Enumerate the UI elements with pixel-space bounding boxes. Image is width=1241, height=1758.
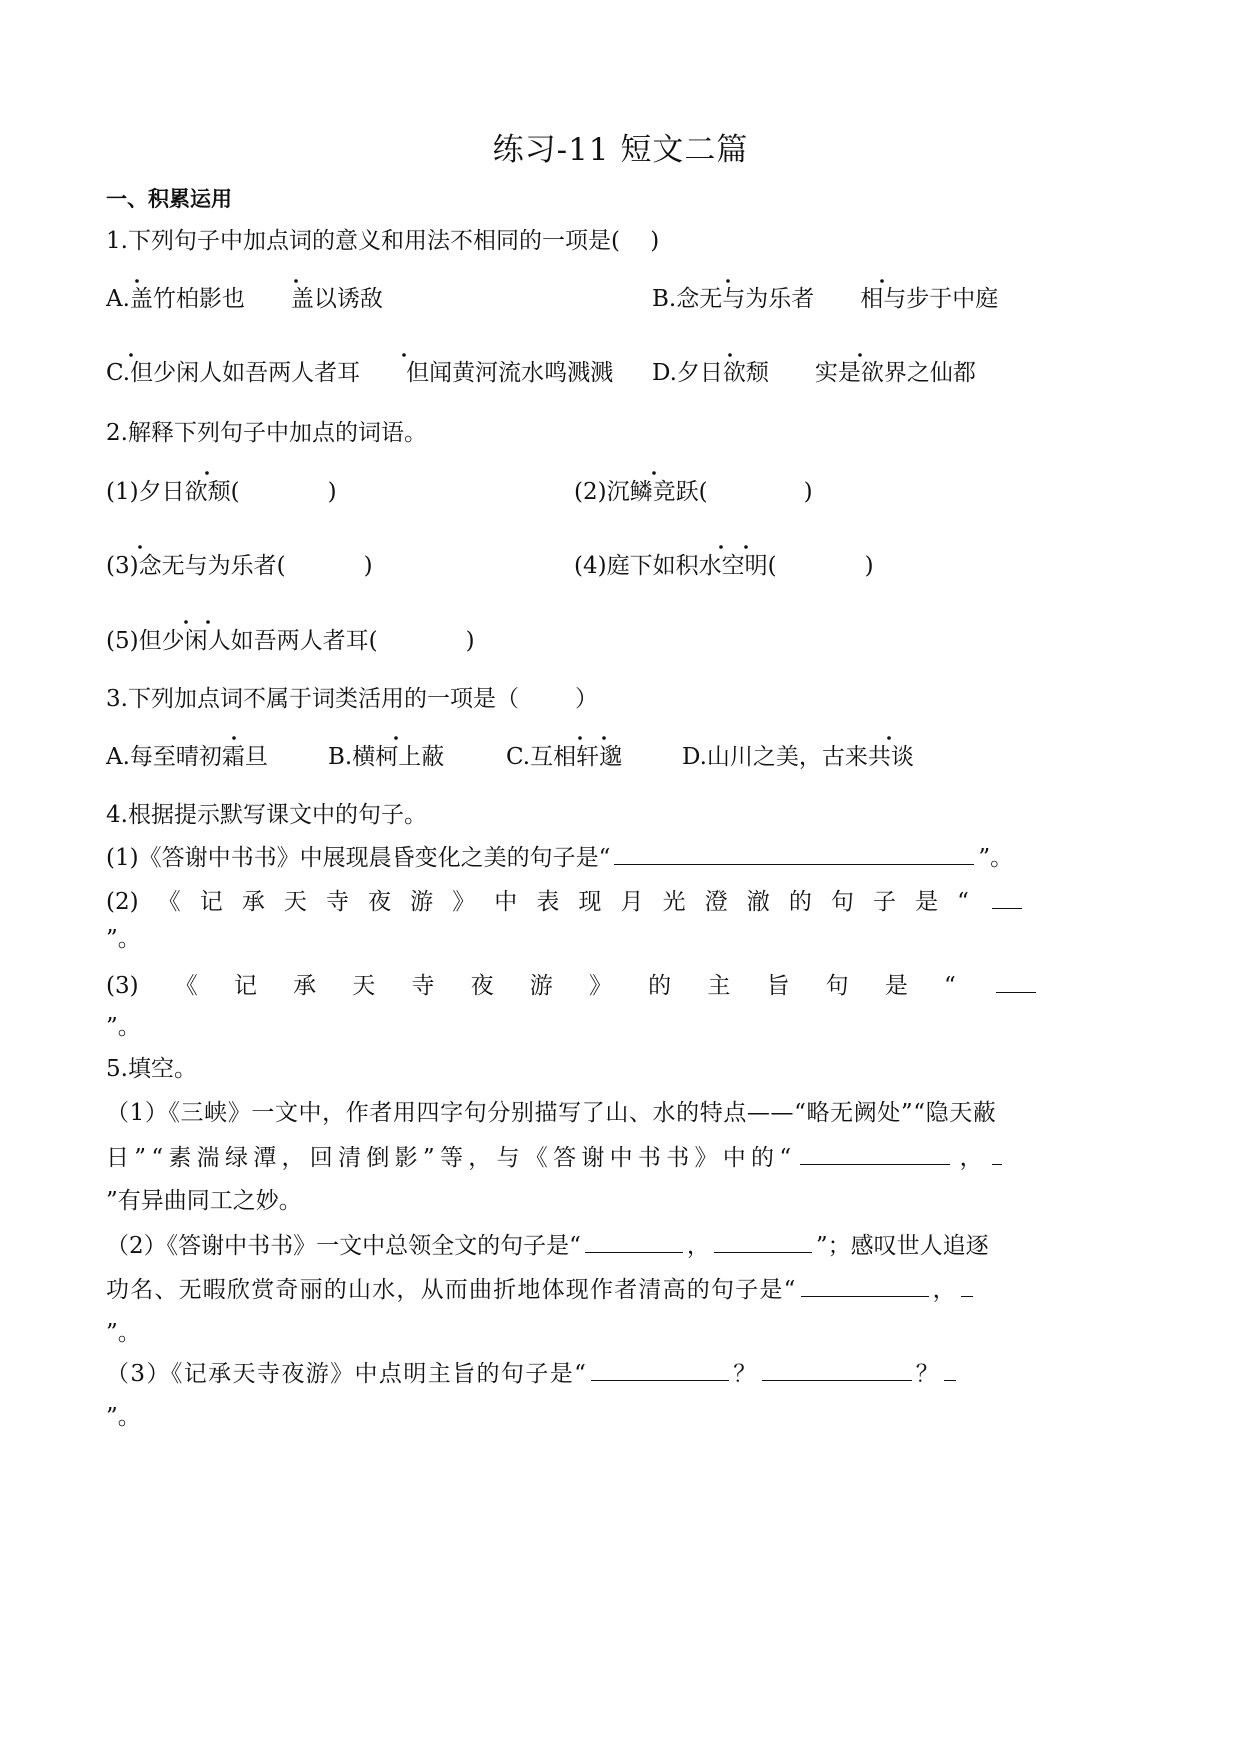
q3-option-b: B.横柯上蔽	[328, 744, 445, 770]
q5-p3-blank-2[interactable]	[762, 1358, 912, 1381]
q5-p1-char: 湍	[196, 1145, 220, 1171]
q5-p3-q2: ？	[915, 1361, 941, 1387]
q5-p1-char: 的	[751, 1145, 775, 1171]
q4-s2-char: 子	[873, 889, 896, 915]
q4-s1-blank[interactable]	[614, 842, 974, 865]
q4-s2-blank[interactable]	[992, 886, 1022, 909]
q4-s3-char: 夜	[470, 973, 494, 999]
q4-s3-char: 记	[233, 973, 257, 999]
q4-s3-end: ”。	[106, 1014, 141, 1040]
q5-p1-char: 绿	[224, 1145, 248, 1171]
q5-p2-suffix: ”；感叹世人追逐	[815, 1233, 989, 1259]
q1-option-a	[106, 284, 383, 314]
q4-s3-char: 的	[648, 973, 672, 999]
q5-p2-line1	[106, 1230, 989, 1261]
q5-p1-char: ”	[134, 1145, 147, 1171]
q4-s2-char: 澈	[746, 889, 770, 915]
q4-s3-char: 《	[174, 973, 198, 999]
q1-option-d	[652, 358, 976, 388]
q1-option-d-text: D.夕日欲颓 实是欲界之仙都	[652, 360, 976, 386]
q5-p3-prefix: （3）《记承天寺夜游》中点明主旨的句子是“	[106, 1361, 588, 1387]
q1-stem: 1.下列句子中加点词的意义和用法不相同的一项是( )	[106, 228, 660, 254]
q5-p2-blank-3[interactable]	[801, 1274, 929, 1297]
q4-s2-char: 承	[241, 889, 265, 915]
q5-p2-comma: ，	[932, 1277, 957, 1303]
q5-p3-end: ”。	[106, 1404, 141, 1430]
q5-p1-char: 《	[524, 1145, 548, 1171]
q2-item-1-text: (1)夕日欲颓(	[106, 479, 240, 505]
q3-option-a: A.每至晴初霜旦	[106, 744, 268, 770]
q1-option-a-text: A.盖竹柏影也 盖以诱敌	[106, 286, 383, 312]
q4-s3-char: 主	[707, 973, 731, 999]
q1-option-c-text: C.但少闲人如吾两人者耳 但闻黄河流水鸣溅溅	[106, 360, 614, 386]
q5-p1-char: 倒	[366, 1145, 390, 1171]
q5-p1-line2	[106, 1142, 1006, 1173]
q4-s1-suffix: ”。	[978, 845, 1014, 871]
q2-item-1	[106, 477, 337, 507]
q2-item-4-close: )	[864, 553, 874, 579]
q4-stem: 4.根据提示默写课文中的句子。	[106, 802, 427, 828]
q5-p1-char: “	[151, 1145, 164, 1171]
q5-p2-blank-1[interactable]	[585, 1230, 683, 1253]
q2-item-3-close: )	[363, 553, 373, 579]
q4-s2-char: 句	[830, 889, 854, 915]
q4-s2-char: (2)	[106, 889, 139, 915]
q5-p2-mid: ，	[686, 1233, 710, 1259]
q5-p1-char: ，	[281, 1145, 305, 1171]
q5-p3-q1: ？	[733, 1361, 758, 1387]
q2-item-2-close: )	[803, 479, 813, 505]
q5-p1-line3: ”有异曲同工之妙。	[106, 1188, 302, 1214]
q3-stem	[106, 684, 598, 714]
section-heading: 一、积累运用	[106, 187, 232, 211]
q4-s2-end: ”。	[106, 926, 141, 952]
q2-item-2	[574, 477, 813, 507]
q5-p1-char: ”	[422, 1145, 435, 1171]
q5-p1-char: 潭	[253, 1145, 277, 1171]
q4-s2-char: 记	[199, 889, 223, 915]
q5-p1-char: 谢	[581, 1145, 605, 1171]
q5-p1-char: 回	[309, 1145, 333, 1171]
q2-stem: 2.解释下列句子中加点的词语。	[106, 420, 427, 446]
q5-p1-char: 等	[439, 1145, 463, 1171]
q3-stem-prefix: 3.下列加点词不属于词类活用的一项是（	[106, 686, 519, 712]
q5-p1-char: 答	[553, 1145, 577, 1171]
q4-s3-char: 是	[884, 973, 908, 999]
q4-s3-blank[interactable]	[996, 970, 1036, 993]
q2-item-1-close: )	[327, 479, 337, 505]
q4-s3-char: 天	[352, 973, 376, 999]
q3-stem-suffix: ）	[574, 686, 598, 712]
q2-item-5-text: (5)但少闲人如吾两人者耳(	[106, 628, 378, 654]
q4-s2-char: “	[957, 889, 969, 915]
q3-option-c: C.互相轩邈	[506, 744, 623, 770]
q5-p1-blank-2[interactable]	[992, 1142, 1002, 1165]
q4-s3-char: 游	[529, 973, 553, 999]
q5-p1-char: 日	[106, 1145, 129, 1171]
q2-item-5	[106, 626, 475, 656]
q5-p2-prefix: （2）《答谢中书书》一文中总领全文的句子是“	[106, 1233, 581, 1259]
q4-s2-char: 游	[410, 889, 434, 915]
q3-option-d: D.山川之美，古来共谈	[682, 744, 914, 770]
q5-p1-char: 中	[722, 1145, 746, 1171]
q4-sentence-3	[106, 970, 1040, 1001]
q4-s2-char: 》	[452, 889, 476, 915]
q4-s3-char: 承	[293, 973, 317, 999]
q5-p1-char: 与	[496, 1145, 520, 1171]
q4-s3-char: “	[944, 973, 956, 999]
q4-s2-char: 中	[494, 889, 518, 915]
q5-p1-comma: ，	[959, 1145, 983, 1171]
q5-p1-blank-1[interactable]	[800, 1142, 950, 1165]
q4-sentence-2	[106, 886, 1026, 917]
q4-sentence-1	[106, 842, 1013, 873]
q5-p2-end: ”。	[106, 1320, 141, 1346]
page-title: 练习-11 短文二篇	[492, 132, 749, 168]
q4-s3-char: 句	[825, 973, 849, 999]
q4-s2-char: 夜	[368, 889, 392, 915]
q5-stem: 5.填空。	[106, 1056, 197, 1082]
q4-s2-char: 表	[536, 889, 560, 915]
q2-item-4-text: (4)庭下如积水空明(	[574, 553, 777, 579]
q5-p2-line2	[106, 1274, 977, 1305]
q2-item-5-close: )	[465, 628, 475, 654]
q5-p2-blank-2[interactable]	[714, 1230, 812, 1253]
q4-s3-char: 》	[588, 973, 612, 999]
q5-p1-char: 书	[666, 1145, 690, 1171]
q5-p3-line1	[106, 1358, 960, 1389]
q5-p2-line2-text: 功名、无暇欣赏奇丽的山水，从而曲折地体现作者清高的句子是“	[106, 1277, 797, 1303]
q5-p2-blank-4[interactable]	[961, 1274, 973, 1297]
q2-item-4	[574, 551, 874, 581]
q5-p1-char: “	[779, 1145, 792, 1171]
q4-s2-char: 是	[915, 889, 939, 915]
q2-item-2-text: (2)沉鳞竞跃(	[574, 479, 708, 505]
q4-s2-char: 寺	[325, 889, 349, 915]
q5-p1-char: 影	[394, 1145, 418, 1171]
q5-p1-char: ，	[468, 1145, 492, 1171]
q4-s2-char: 天	[283, 889, 307, 915]
q2-item-3-text: (3)念无与为乐者(	[106, 553, 286, 579]
q1-option-c	[106, 358, 613, 388]
q4-s3-char: 旨	[766, 973, 790, 999]
q5-p1-char: 书	[637, 1145, 661, 1171]
q4-s2-char: 《	[157, 889, 181, 915]
q4-s2-char: 澄	[704, 889, 728, 915]
q5-p1-char: 中	[609, 1145, 633, 1171]
q1-option-b	[652, 284, 998, 314]
q5-p1-char: 清	[338, 1145, 362, 1171]
q1-option-b-text: B.念无与为乐者 相与步于中庭	[652, 286, 999, 312]
q5-p1-line1: （1）《三峡》一文中，作者用四字句分别描写了山、水的特点——“略无阙处”“隐天蔽	[106, 1100, 997, 1126]
q4-s2-char: 光	[662, 889, 686, 915]
q5-p3-blank-1[interactable]	[591, 1358, 729, 1381]
q4-s1-prefix: (1)《答谢中书书》中展现晨昏变化之美的句子是“	[106, 845, 611, 871]
q4-s2-char: 现	[578, 889, 602, 915]
q4-s2-char: 月	[620, 889, 644, 915]
q5-p3-blank-3[interactable]	[944, 1358, 956, 1381]
q5-p1-char: 素	[168, 1145, 192, 1171]
q2-item-3	[106, 551, 373, 581]
q4-s2-char: 的	[788, 889, 812, 915]
q4-s3-char: 寺	[411, 973, 435, 999]
q4-s3-char: (3)	[106, 973, 139, 999]
q5-p1-char: 》	[694, 1145, 718, 1171]
